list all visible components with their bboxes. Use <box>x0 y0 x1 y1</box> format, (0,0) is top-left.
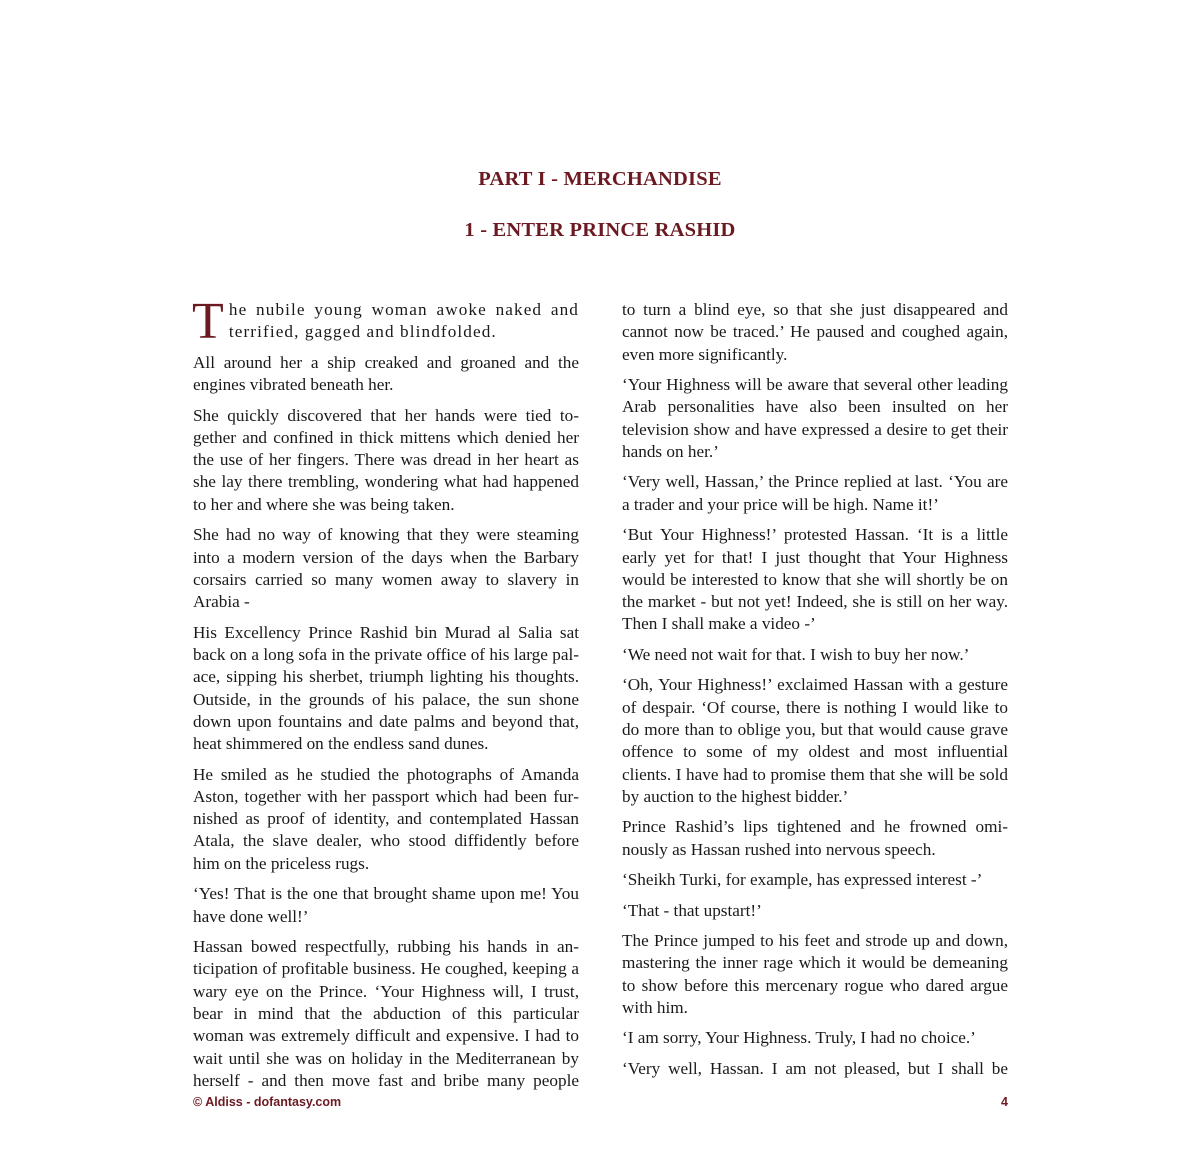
paragraph: His Excellency Prince Rashid bin Murad al Salia sat back on a long sofa in the private office of his large palace, sipping his sherbet, triumph lighting his thoughts. Outside, in the grounds of his palace, the sun shone down upon fountains and date palms and beyond that, heat shimmered on the endless sand dunes. <box>193 622 579 754</box>
paragraph-text: he nubile young woman awoke naked and terrified, gagged and blindfolded. <box>228 300 579 342</box>
paragraph: All around her a ship creaked and groaned and the engines vibrated beneath her. <box>193 352 579 395</box>
part-title: PART I - MERCHANDISE <box>478 168 722 190</box>
paragraph: She had no way of knowing that they were steaming into a modern version of the days when the Barbary corsairs carried so many women away to slavery in Arabia - <box>193 525 579 612</box>
paragraph: ‘But Your Highness!’ protested Hassan. ‘It is a little early yet for that! I just thought that Your Highness would be interested to know that she will shortly be on the market - but not yet! Indeed, she is still on her way. Then I shall make a video -’ <box>622 525 1008 634</box>
paragraph: ‘We need not wait for that. I wish to buy her now.’ <box>622 644 970 664</box>
paragraph: She quickly discovered that her hands were tied together and confined in thick mittens which denied her the use of her fingers. There was dread in her heart as she lay there trembling, wondering what had happened to her and where she was being taken. <box>193 405 579 514</box>
paragraph: He smiled as he studied the photographs of Amanda Aston, together with her passport which had been furnished as proof of identity, and contemplated Hassan Atala, the slave dealer, who stood diffidently before him on the priceless rugs. <box>193 764 579 873</box>
right-column <box>622 299 1008 1088</box>
paragraph: ‘Your Highness will be aware that several other leading Arab personalities have also been insulted on her television show and have expressed a desire to get their hands on her.’ <box>622 375 1008 461</box>
chapter-title: 1 - ENTER PRINCE RASHID <box>464 219 736 241</box>
paragraph: Hassan bowed respectfully, rubbing his hands in anticipation of profitable business. He coughed, keeping a wary eye on the Prince. ‘Your Highness will, I trust, bear in mind that the abduction of this particular woman was extremely difficult and expensive. I had to wait until she was on holiday in the Mediterranean by herself - and then move fast and bribe many people <box>193 937 579 1090</box>
paragraph: ‘Very well, Hassan. I am not pleased, but I shall be <box>622 1058 1008 1078</box>
page-number: 4 <box>1001 1095 1008 1109</box>
paragraph: Prince Rashid’s lips tightened and he frowned ominously as Hassan rushed into nervous speech. <box>622 817 1008 859</box>
paragraph: ‘Sheikh Turki, for example, has expressed interest -’ <box>622 870 983 890</box>
paragraph: The Prince jumped to his feet and strode up and down, mastering the inner rage which it would be demeaning to show before this mercenary rogue who dared argue with him. <box>622 931 1008 1017</box>
paragraph: ‘That - that upstart!’ <box>622 900 762 920</box>
paragraph <box>192 293 579 350</box>
paragraph: to turn a blind eye, so that she just disappeared and cannot now be traced.’ He paused and coughed again, even more significantly. <box>622 300 1008 364</box>
paragraph: ‘Oh, Your Highness!’ exclaimed Hassan with a gesture of despair. ‘Of course, there is nothing I would like to do more than to oblige you, but that would cause grave offence to some of my oldest and most influential clients. I have had to promise them that she will be sold by auction to the highest bidder.’ <box>622 675 1008 806</box>
drop-cap: T <box>192 293 225 350</box>
paragraph: ‘Very well, Hassan,’ the Prince replied at last. ‘You are a trader and your price will be high. Name it!’ <box>622 472 1008 514</box>
paragraph: ‘I am sorry, Your Highness. Truly, I had no choice.’ <box>622 1028 976 1048</box>
left-column <box>192 293 579 1100</box>
footer-copyright: © Aldiss - dofantasy.com <box>193 1095 342 1109</box>
paragraph: ‘Yes! That is the one that brought shame upon me! You have done well!’ <box>193 884 579 926</box>
